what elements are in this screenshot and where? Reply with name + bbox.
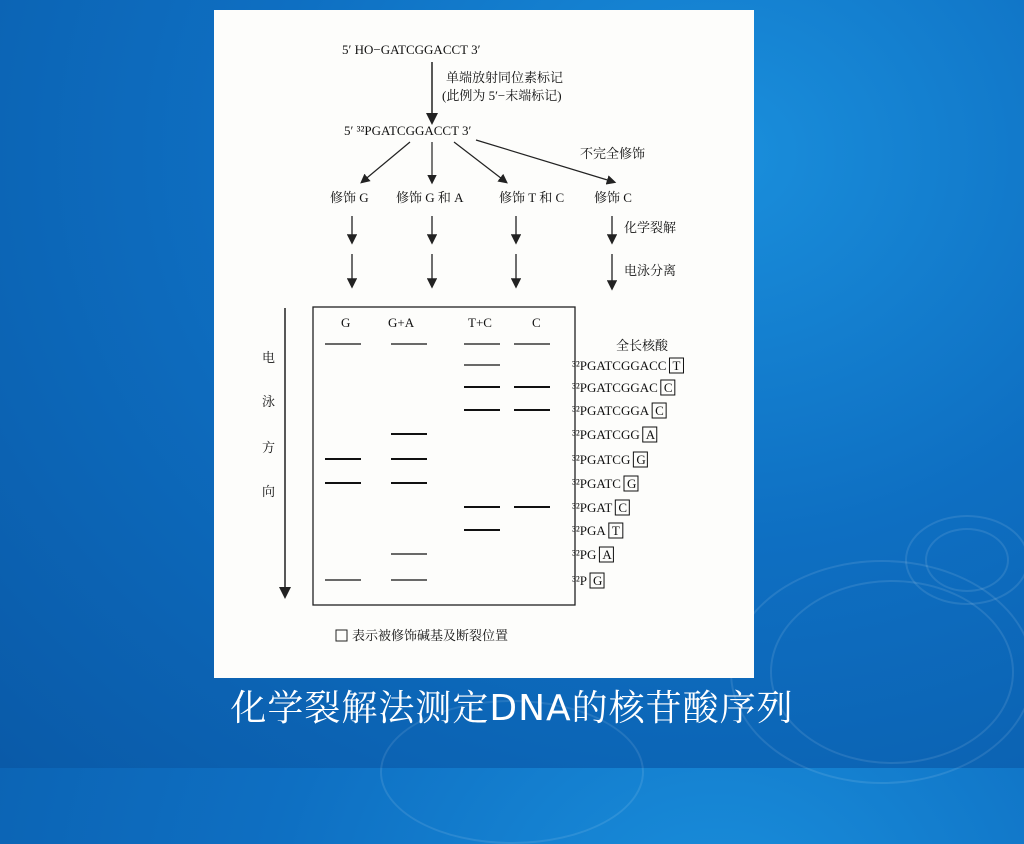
modify-ga-label: 修饰 G 和 A — [396, 190, 464, 205]
fragment-sequence: ³²P — [572, 573, 588, 588]
direction-char: 泳 — [262, 394, 276, 409]
fragment-labels — [572, 358, 683, 588]
modified-base-letter: G — [626, 476, 637, 491]
modify-g-label: 修饰 G — [330, 190, 369, 205]
sequencing-figure — [214, 10, 754, 678]
modified-base-letter: G — [593, 573, 603, 588]
direction-char: 电 — [262, 350, 276, 365]
legend-text: 表示被修饰碱基及断裂位置 — [352, 628, 509, 643]
partial-modification-label: 不完全修饰 — [580, 146, 646, 161]
unlabeled-sequence: 5′ HO−GATCGGACCT 3′ — [342, 42, 481, 57]
sequencing-diagram — [214, 10, 754, 678]
fragment-sequence: ³²PGATCGGAC — [572, 380, 658, 395]
fragment-sequence: ³²PGA — [572, 523, 606, 538]
lane-label-g: G — [341, 315, 351, 330]
fragment-sequence: ³²PGATCGGACC — [572, 358, 667, 373]
lane-label-ga: G+A — [388, 315, 415, 330]
electrophoresis-label: 电泳分离 — [624, 263, 677, 278]
fragment-sequence: ³²PGATC — [572, 476, 621, 491]
fragment-sequence: ³²PGAT — [572, 500, 613, 515]
labeling-step-text: 单端放射同位素标记 — [446, 70, 564, 85]
modify-tc-label: 修饰 T 和 C — [499, 190, 565, 205]
modified-base-letter: G — [636, 452, 646, 467]
branch-arrow-tc — [454, 142, 506, 182]
gel-bands — [325, 344, 550, 580]
fragment-sequence: ³²PGATCGG — [572, 427, 640, 442]
lane-label-c: C — [532, 315, 541, 330]
legend-box-icon — [336, 630, 347, 641]
water-ripple-decoration — [730, 560, 1024, 784]
process-arrows — [352, 216, 612, 288]
direction-char: 向 — [262, 484, 276, 499]
modified-base-letter: A — [602, 547, 612, 562]
gel-frame — [313, 307, 575, 605]
fragment-sequence: ³²PG — [572, 547, 597, 562]
modified-base-letter: C — [655, 403, 664, 418]
chemical-cleavage-label: 化学裂解 — [624, 220, 677, 235]
labeled-sequence: 5′ ³²PGATCGGACCT 3′ — [344, 123, 472, 138]
modified-base-letter: C — [663, 380, 673, 395]
modified-base-letter: T — [611, 523, 620, 538]
slide-caption: 化学裂解法测定DNA的核苷酸序列 — [230, 688, 794, 729]
lane-label-tc: T+C — [468, 315, 492, 330]
fragment-sequence: ³²PGATCG — [572, 452, 631, 467]
labeling-step-note: (此例为 5′−末端标记) — [442, 88, 562, 103]
modify-c-label: 修饰 C — [594, 190, 632, 205]
modified-base-letter: T — [672, 358, 681, 373]
modified-base-letter: A — [645, 427, 656, 442]
direction-char: 方 — [262, 440, 276, 455]
fragment-sequence: ³²PGATCGGA — [572, 403, 650, 418]
branch-arrow-g — [362, 142, 410, 182]
modified-base-letter: C — [618, 500, 627, 515]
full-length-label: 全长核酸 — [616, 338, 669, 353]
